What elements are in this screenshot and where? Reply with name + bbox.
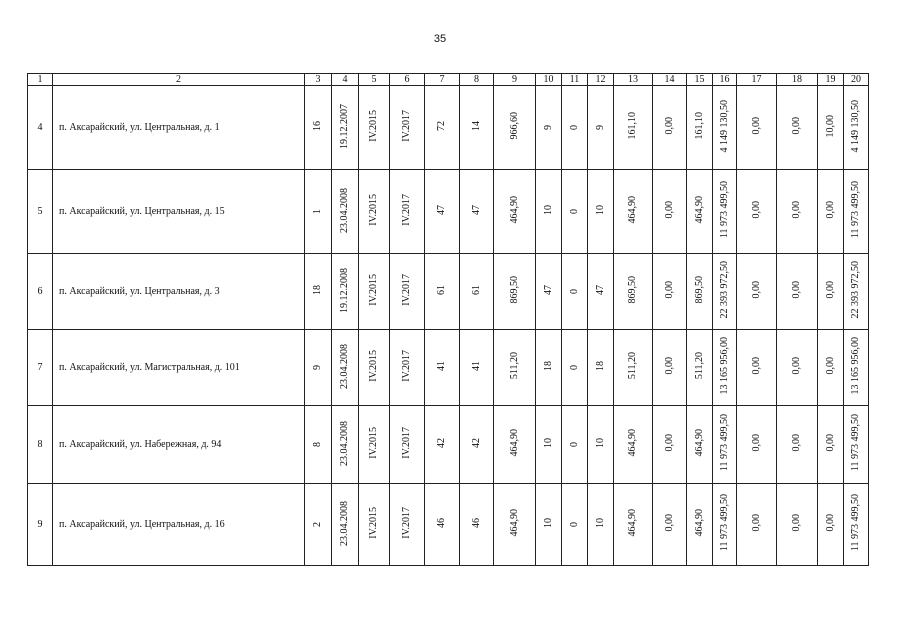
table-cell (777, 330, 818, 406)
table-cell (359, 254, 390, 330)
table-cell (536, 330, 562, 406)
table-cell (359, 86, 390, 170)
table-cell (425, 170, 460, 254)
table-cell (460, 254, 494, 330)
column-header-9: 9 (494, 74, 536, 86)
cell-value: 18 (594, 361, 606, 371)
table-cell (737, 170, 777, 254)
table-cell (687, 406, 713, 484)
table-row (28, 254, 869, 330)
table-cell: 8 (28, 406, 53, 484)
table-cell (737, 254, 777, 330)
cell-value: 11 973 499,50 (718, 181, 730, 239)
cell-value: 464,90 (508, 509, 520, 537)
cell-value: IV.2015 (368, 194, 379, 226)
cell-value: 9 (542, 124, 554, 130)
cell-value: 22 393 972,50 (718, 261, 730, 319)
cell-value: 0 (568, 124, 580, 130)
cell-value: 42 (436, 438, 447, 448)
cell-value: 16 (312, 121, 323, 131)
cell-value: 23.04.2008 (339, 500, 350, 546)
table-row (28, 86, 869, 170)
table-cell (777, 254, 818, 330)
table-cell (460, 330, 494, 406)
column-header-4: 4 (332, 74, 359, 86)
cell-value: 0,00 (791, 201, 802, 219)
table-cell (494, 170, 536, 254)
table-cell (588, 330, 614, 406)
table-cell (536, 406, 562, 484)
cell-value: 0 (568, 521, 580, 527)
cell-value: 0 (568, 208, 580, 214)
table-cell (536, 484, 562, 566)
address-cell: п. Аксарайский, ул. Центральная, д. 3 (53, 254, 305, 330)
table-cell (562, 86, 588, 170)
table-cell (713, 86, 737, 170)
cell-value: 61 (436, 285, 447, 295)
table-row (28, 406, 869, 484)
cell-value: 10 (542, 438, 554, 448)
table-cell (687, 170, 713, 254)
cell-value: 511,20 (627, 352, 638, 380)
cell-value: 464,90 (627, 196, 638, 224)
cell-value: 47 (470, 205, 482, 215)
cell-value: 464,90 (508, 429, 520, 457)
cell-value: IV.2017 (401, 194, 412, 226)
cell-value: 0 (568, 288, 580, 294)
table-cell (562, 330, 588, 406)
table-cell (425, 484, 460, 566)
cell-value: 869,50 (627, 276, 638, 304)
cell-value: IV.2017 (401, 427, 412, 459)
column-header-17: 17 (737, 74, 777, 86)
table-cell (653, 330, 687, 406)
cell-value: 464,90 (693, 509, 705, 537)
table-cell (614, 484, 653, 566)
table-cell (588, 406, 614, 484)
table-cell (494, 406, 536, 484)
cell-value: 10 (594, 205, 606, 215)
cell-value: IV.2015 (368, 274, 379, 306)
cell-value: 0,00 (791, 281, 802, 299)
cell-value: 41 (436, 361, 447, 371)
column-header-2: 2 (53, 74, 305, 86)
cell-value: 47 (594, 285, 606, 295)
table-cell (713, 484, 737, 566)
table-cell (687, 484, 713, 566)
column-header-5: 5 (359, 74, 390, 86)
table-cell (713, 254, 737, 330)
cell-value: 10,00 (824, 114, 836, 138)
table-cell (614, 254, 653, 330)
cell-value: 0 (568, 364, 580, 370)
table-cell (614, 86, 653, 170)
cell-value: 0,00 (791, 434, 802, 452)
table-cell (844, 86, 869, 170)
table-cell (425, 86, 460, 170)
table-cell (713, 330, 737, 406)
cell-value: IV.2015 (368, 350, 379, 382)
cell-value: 0,00 (791, 357, 802, 375)
cell-value: 18 (542, 361, 554, 371)
cell-value: IV.2015 (368, 110, 379, 142)
cell-value: 161,10 (693, 112, 705, 140)
table-cell (460, 484, 494, 566)
table-cell (332, 254, 359, 330)
table-cell (390, 406, 425, 484)
table-cell (305, 484, 332, 566)
cell-value: 22 393 972,50 (850, 261, 861, 319)
table-cell (332, 406, 359, 484)
table-cell (562, 170, 588, 254)
table-cell (390, 170, 425, 254)
table-cell (588, 484, 614, 566)
cell-value: 0,00 (663, 514, 675, 532)
column-header-16: 16 (713, 74, 737, 86)
column-header-3: 3 (305, 74, 332, 86)
cell-value: IV.2017 (401, 507, 412, 539)
cell-value: IV.2017 (401, 110, 412, 142)
table-cell (614, 330, 653, 406)
cell-value: 0,00 (663, 434, 675, 452)
table-cell (737, 484, 777, 566)
table-cell (390, 484, 425, 566)
table-cell (494, 484, 536, 566)
table-cell (460, 406, 494, 484)
table-cell (305, 170, 332, 254)
table-cell (425, 406, 460, 484)
cell-value: 23.04.2008 (339, 343, 350, 389)
cell-value: 11 973 499,50 (718, 414, 730, 472)
cell-value: 464,90 (693, 196, 705, 224)
cell-value: 0,00 (663, 117, 675, 135)
table-cell (359, 330, 390, 406)
cell-value: 464,90 (627, 429, 638, 457)
cell-value: 0,00 (824, 434, 836, 452)
table-cell (390, 254, 425, 330)
cell-value: 11 973 499,50 (718, 494, 730, 552)
cell-value: 0,00 (663, 201, 675, 219)
cell-value: 511,20 (693, 352, 705, 380)
table-cell (494, 254, 536, 330)
table-cell (844, 330, 869, 406)
cell-value: 161,10 (627, 112, 638, 140)
table-cell (390, 330, 425, 406)
cell-value: 464,90 (627, 509, 638, 537)
table-cell (305, 330, 332, 406)
table-cell (332, 330, 359, 406)
table-cell (425, 254, 460, 330)
cell-value: 47 (542, 285, 554, 295)
cell-value: 23.04.2008 (339, 420, 350, 466)
table-cell (818, 484, 844, 566)
cell-value: 4 149 130,50 (850, 99, 861, 153)
table-cell (737, 406, 777, 484)
cell-value: 10 (594, 438, 606, 448)
table-cell (536, 254, 562, 330)
column-header-18: 18 (777, 74, 818, 86)
column-header-12: 12 (588, 74, 614, 86)
table-cell (818, 254, 844, 330)
cell-value: 19.12.2008 (339, 267, 350, 313)
column-header-15: 15 (687, 74, 713, 86)
table-cell (332, 170, 359, 254)
table-cell (390, 86, 425, 170)
table-cell (332, 484, 359, 566)
cell-value: 19.12.2007 (339, 103, 350, 149)
table-cell (536, 170, 562, 254)
cell-value: 464,90 (508, 196, 520, 224)
cell-value: 0,00 (750, 117, 762, 135)
cell-value: 966,60 (508, 112, 520, 140)
table-cell (653, 406, 687, 484)
address-cell: п. Аксарайский, ул. Магистральная, д. 101 (53, 330, 305, 406)
cell-value: 13 165 956,00 (718, 337, 730, 395)
table-row (28, 484, 869, 566)
table-cell (818, 170, 844, 254)
table-cell (653, 254, 687, 330)
table-cell (562, 406, 588, 484)
address-cell: п. Аксарайский, ул. Центральная, д. 15 (53, 170, 305, 254)
cell-value: 9 (312, 364, 323, 370)
address-cell: п. Аксарайский, ул. Центральная, д. 1 (53, 86, 305, 170)
table-cell (494, 86, 536, 170)
cell-value: 13 165 956,00 (850, 337, 861, 395)
cell-value: 464,90 (693, 429, 705, 457)
table-cell (818, 330, 844, 406)
table-cell (653, 484, 687, 566)
cell-value: 14 (470, 121, 482, 131)
table-row (28, 170, 869, 254)
header-row (28, 74, 869, 86)
column-header-20: 20 (844, 74, 869, 86)
cell-value: 11 973 499,50 (850, 181, 861, 239)
cell-value: 0,00 (824, 357, 836, 375)
cell-value: IV.2017 (401, 350, 412, 382)
table-cell (359, 170, 390, 254)
cell-value: 0,00 (824, 514, 836, 532)
cell-value: 0 (568, 441, 580, 447)
table-cell (614, 406, 653, 484)
table-cell (562, 484, 588, 566)
table-cell (305, 406, 332, 484)
cell-value: 0,00 (791, 117, 802, 135)
table-cell (588, 254, 614, 330)
cell-value: 46 (470, 518, 482, 528)
table-cell (653, 170, 687, 254)
table-cell (777, 170, 818, 254)
table-cell (737, 330, 777, 406)
cell-value: 0,00 (750, 281, 762, 299)
table-cell (713, 406, 737, 484)
cell-value: IV.2015 (368, 507, 379, 539)
table-cell (818, 86, 844, 170)
table-cell (536, 86, 562, 170)
table-cell: 5 (28, 170, 53, 254)
cell-value: IV.2017 (401, 274, 412, 306)
table-cell (460, 86, 494, 170)
table-cell (687, 330, 713, 406)
cell-value: 18 (312, 285, 323, 295)
cell-value: 0,00 (791, 514, 802, 532)
table-cell (818, 406, 844, 484)
cell-value: 11 973 499,50 (850, 494, 861, 552)
cell-value: 0,00 (824, 201, 836, 219)
cell-value: 2 (312, 521, 323, 527)
cell-value: 0,00 (824, 281, 836, 299)
table-cell (844, 254, 869, 330)
table-cell: 6 (28, 254, 53, 330)
table-cell (305, 86, 332, 170)
cell-value: 10 (542, 205, 554, 215)
table-cell (359, 484, 390, 566)
cell-value: 869,50 (693, 276, 705, 304)
cell-value: 11 973 499,50 (850, 414, 861, 472)
cell-value: 0,00 (663, 281, 675, 299)
cell-value: IV.2015 (368, 427, 379, 459)
table-cell (460, 170, 494, 254)
cell-value: 47 (436, 205, 447, 215)
cell-value: 4 149 130,50 (718, 99, 730, 153)
cell-value: 61 (470, 285, 482, 295)
table-cell (305, 254, 332, 330)
column-header-10: 10 (536, 74, 562, 86)
table-body (28, 86, 869, 566)
cell-value: 0,00 (750, 357, 762, 375)
cell-value: 869,50 (508, 276, 520, 304)
table-cell (562, 254, 588, 330)
table-cell (777, 86, 818, 170)
cell-value: 0,00 (663, 357, 675, 375)
table-cell (653, 86, 687, 170)
table-cell: 4 (28, 86, 53, 170)
address-cell: п. Аксарайский, ул. Центральная, д. 16 (53, 484, 305, 566)
address-cell: п. Аксарайский, ул. Набережная, д. 94 (53, 406, 305, 484)
table-cell (777, 484, 818, 566)
table-row (28, 330, 869, 406)
cell-value: 46 (436, 518, 447, 528)
table-cell (614, 170, 653, 254)
cell-value: 10 (594, 518, 606, 528)
cell-value: 0,00 (750, 434, 762, 452)
column-header-6: 6 (390, 74, 425, 86)
table-cell (332, 86, 359, 170)
table-cell (588, 86, 614, 170)
table-cell (425, 330, 460, 406)
cell-value: 41 (470, 361, 482, 371)
table-cell (359, 406, 390, 484)
table-cell (713, 170, 737, 254)
cell-value: 8 (312, 441, 323, 447)
table-cell: 9 (28, 484, 53, 566)
column-header-1: 1 (28, 74, 53, 86)
column-header-8: 8 (460, 74, 494, 86)
column-header-13: 13 (614, 74, 653, 86)
column-header-19: 19 (818, 74, 844, 86)
cell-value: 1 (312, 208, 323, 214)
column-header-11: 11 (562, 74, 588, 86)
cell-value: 23.04.2008 (339, 187, 350, 233)
cell-value: 511,20 (508, 352, 520, 380)
column-header-14: 14 (653, 74, 687, 86)
table-cell (777, 406, 818, 484)
table-cell (687, 86, 713, 170)
page-number: 35 (433, 33, 447, 45)
housing-table (27, 73, 869, 566)
table-cell (844, 170, 869, 254)
table-cell: 7 (28, 330, 53, 406)
table-cell (844, 406, 869, 484)
column-header-7: 7 (425, 74, 460, 86)
table-cell (588, 170, 614, 254)
table-cell (737, 86, 777, 170)
cell-value: 9 (594, 124, 606, 130)
cell-value: 42 (470, 438, 482, 448)
table-cell (687, 254, 713, 330)
cell-value: 0,00 (750, 514, 762, 532)
table-cell (494, 330, 536, 406)
table-cell (844, 484, 869, 566)
cell-value: 72 (436, 121, 447, 131)
cell-value: 10 (542, 518, 554, 528)
cell-value: 0,00 (750, 201, 762, 219)
